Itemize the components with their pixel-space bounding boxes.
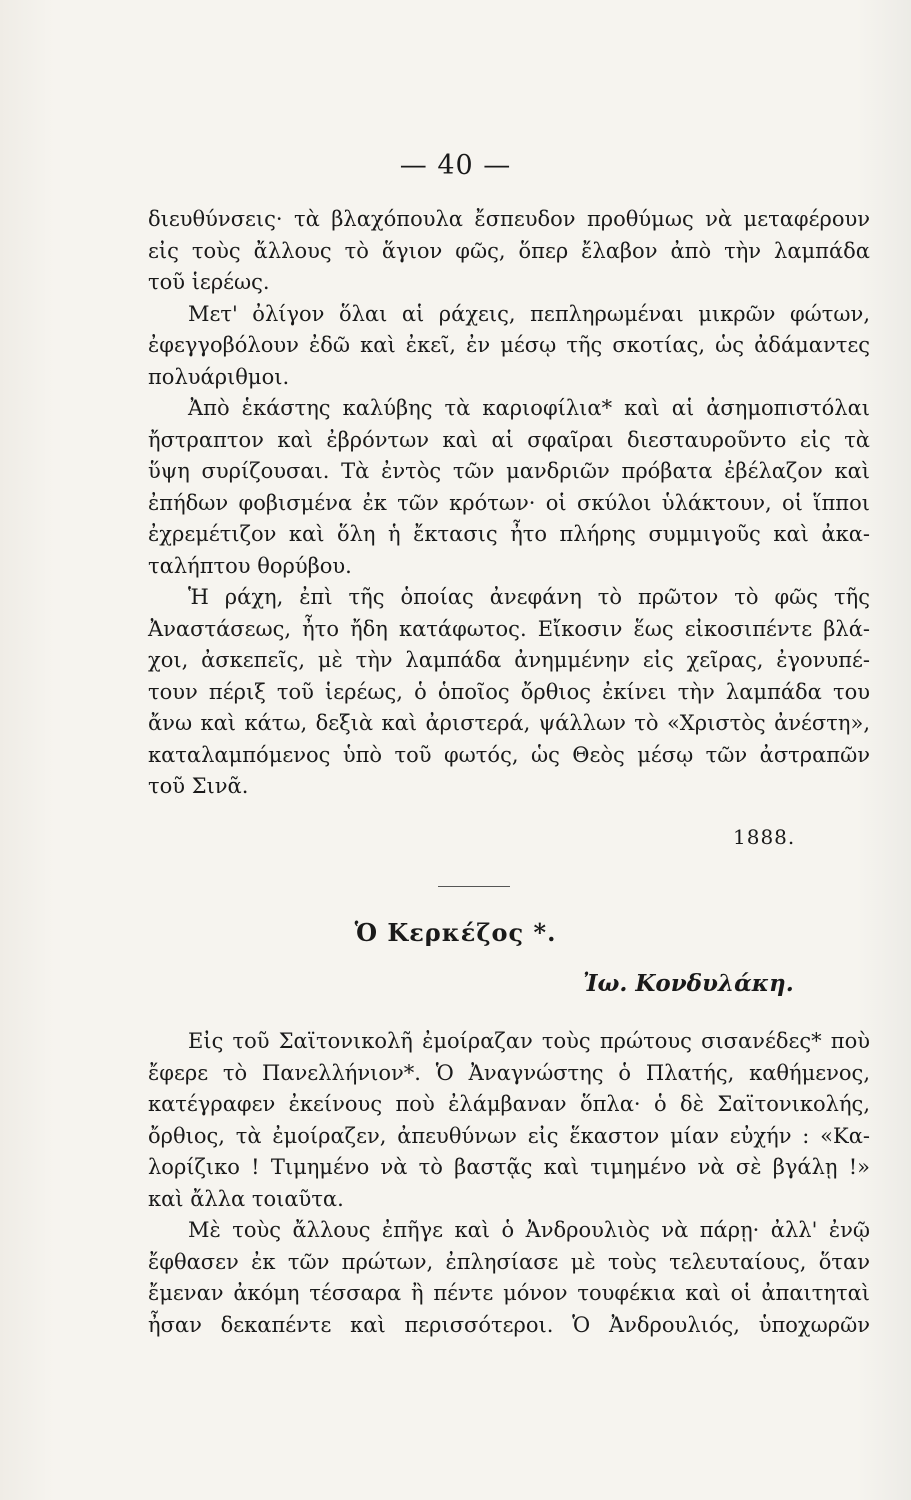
text-line: ἔφερε τὸ Πανελλήνιον*. Ὁ Ἀναγνώστης ὁ Πλατής, καθήμενος, (148, 1060, 870, 1085)
text-line: λορίζικο ! Τιμημένο νὰ τὸ βαστᾷς καὶ τιμημένο νὰ σὲ βγάλῃ !» (148, 1155, 870, 1179)
text-line: Ἀναστάσεως, ἦτο ἤδη κατάφωτος. Εἴκοσιν ἕως εἰκοσιπέντε βλά- (148, 616, 870, 641)
text-line: ὕψη συρίζουσαι. Τὰ ἐντὸς τῶν μανδριῶν πρόβατα ἐβέλαζον καὶ (148, 459, 870, 483)
text-line: χοι, ἀσκεπεῖς, μὲ τὴν λαμπάδα ἀνημμένην εἰς χεῖρας, ἐγονυπέ- (148, 648, 870, 672)
text-line: ἐχρεμέτιζον καὶ ὅλη ἡ ἔκτασις ἦτο πλήρης συμμιγοῦς καὶ ἀκα- (148, 522, 870, 546)
section-divider (438, 886, 510, 887)
text-line: Ἡ ράχη, ἐπὶ τῆς ὁποίας ἀνεφάνη τὸ πρῶτον τὸ φῶς τῆς (188, 585, 870, 609)
author-name: Ἰω. Κονδυλάκη. (583, 970, 794, 997)
text-line: πολυάριθμοι. (148, 364, 290, 389)
text-line: ἔμεναν ἀκόμη τέσσαρα ἢ πέντε μόνον τουφέκια καὶ οἱ ἀπαιτηταὶ (148, 1281, 870, 1305)
text-line: Μὲ τοὺς ἄλλους ἐπῆγε καὶ ὁ Ἀνδρουλιὸς νὰ πάρῃ· ἀλλ' ἐνῷ (188, 1218, 870, 1242)
text-line: ταλήπτου θορύβου. (148, 553, 352, 578)
text-line: καὶ ἄλλα τοιαῦτα. (148, 1186, 344, 1211)
text-line: κατέγραφεν ἐκείνους ποὺ ἐλάμβαναν ὅπλα· ὁ δὲ Σαϊτονικολής, (148, 1092, 870, 1116)
text-line: ἐπήδων φοβισμένα ἐκ τῶν κρότων· οἱ σκύλοι ὑλάκτουν, οἱ ἵπποι (148, 490, 870, 515)
text-line: διευθύνσεις· τὰ βλαχόπουλα ἔσπευδον προθύμως νὰ μεταφέρουν (148, 207, 870, 231)
section-1-text (148, 204, 870, 803)
text-line: ἔφθασεν ἐκ τῶν πρώτων, ἐπλησίασε μὲ τοὺς τελευταίους, ὅταν (148, 1249, 870, 1274)
text-line: ἤστραπτον καὶ ἐβρόντων καὶ αἱ σφαῖραι διεσταυροῦντο εἰς τὰ (148, 427, 870, 452)
text-line: Μετ' ὀλίγον ὅλαι αἱ ράχεις, πεπληρωμέναι μικρῶν φώτων, (188, 301, 870, 326)
text-line: ὄρθιος, τὰ ἐμοίραζεν, ἀπευθύνων εἰς ἕκαστον μίαν εὐχήν : «Κα- (148, 1123, 870, 1148)
text-line: εἰς τοὺς ἄλλους τὸ ἅγιον φῶς, ὅπερ ἔλαβον ἀπὸ τὴν λαμπάδα (148, 238, 870, 263)
text-line: Εἰς τοῦ Σαϊτονικολῆ ἐμοίραζαν τοὺς πρώτους σισανέδες* ποὺ (188, 1029, 870, 1053)
text-line: ἄνω καὶ κάτω, δεξιὰ καὶ ἀριστερά, ψάλλων τὸ «Χριστὸς ἀνέστη», (148, 711, 870, 735)
text-line: τουν πέριξ τοῦ ἱερέως, ὁ ὁποῖος ὄρθιος ἐκίνει τὴν λαμπάδα του (148, 679, 870, 704)
date: 1888. (733, 825, 796, 849)
story-title: Ὁ Κερκέζος *. (354, 918, 557, 947)
section-2-text (148, 1026, 870, 1341)
text-line: ἐφεγγοβόλουν ἐδῶ καὶ ἐκεῖ, ἐν μέσῳ τῆς σκοτίας, ὡς ἀδάμαντες (148, 333, 870, 357)
text-line: τοῦ ἱερέως. (148, 270, 270, 294)
text-line: ἦσαν δεκαπέντε καὶ περισσότεροι. Ὁ Ἀνδρουλιός, ὑποχωρῶν (148, 1312, 870, 1337)
text-line: καταλαμπόμενος ὑπὸ τοῦ φωτός, ὡς Θεὸς μέσῳ τῶν ἀστραπῶν (148, 742, 870, 767)
text-line: Ἀπὸ ἑκάστης καλύβης τὰ καριοφίλια* καὶ αἱ ἀσημοπιστόλαι (188, 396, 870, 420)
page-number: — 40 — (399, 150, 512, 181)
text-line: τοῦ Σινᾶ. (148, 774, 249, 798)
